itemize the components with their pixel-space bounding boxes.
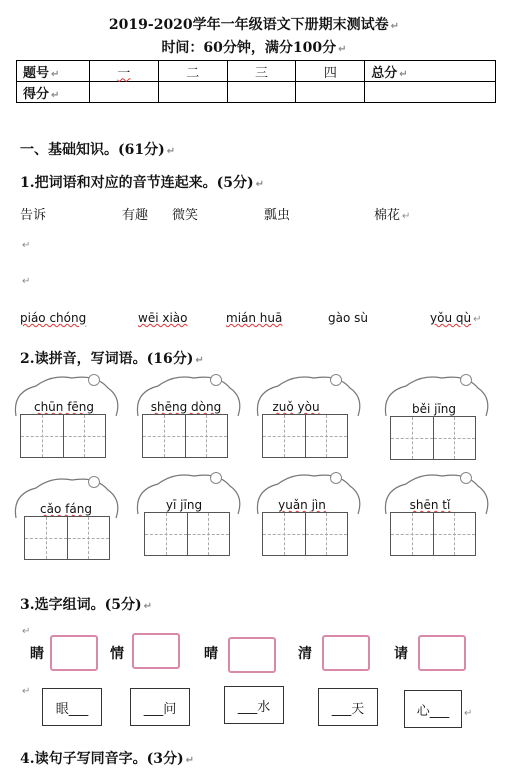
paragraph-mark: ↵ [464,708,473,719]
q2-writing-grid-4[interactable] [390,416,476,460]
q1-word-4: 瓢虫 [264,208,291,223]
score-cell-label: 题号 ↵ [17,61,90,82]
score-cell-total: 总分 ↵ [365,61,496,82]
q2-pinyin-1: chūn fēng [33,400,95,414]
q1-title: 1.把词语和对应的音节连起来。(5分) ↵ [20,175,264,191]
q2-writing-grid-1[interactable] [20,414,106,458]
q3-answer-5[interactable]: 心___ [404,690,462,728]
page-title: 2019-2020学年一年级语文下册期末测试卷 ↵ [108,17,400,33]
score-cell-4: 四 [296,61,365,82]
q2-writing-grid-5[interactable] [24,516,110,560]
q4-title: 4.读句子写同音字。(3分) ↵ [20,751,194,767]
q3-pick-box-2[interactable] [132,633,180,669]
q3-char-1: 睛 [30,646,44,662]
q3-pick-box-3[interactable] [228,637,276,673]
score-table-header-row [17,61,496,82]
q3-answer-1[interactable]: 眼___ [42,688,102,726]
q1-word-1: 告诉 [20,208,47,223]
q2-writing-grid-3[interactable] [262,414,348,458]
q3-char-3: 晴 [204,646,218,662]
q1-word-3: 微笑 [172,208,199,223]
q2-writing-grid-2[interactable] [142,414,228,458]
flower-icon [330,472,342,484]
q3-answer-4[interactable]: ___天 [318,688,378,726]
q2-pinyin-2: shēng dòng [150,400,222,414]
score-table-score-row [17,82,496,103]
score-input-2[interactable] [158,82,227,103]
score-cell-2: 二 [158,61,227,82]
score-table [16,60,496,103]
q3-char-2: 情 [110,646,124,662]
q3-pick-box-5[interactable] [418,635,466,671]
flower-icon [460,374,472,386]
q3-title: 3.选字组词。(5分) ↵ [20,597,152,613]
page-subtitle: 时间：60分钟，满分100分 ↵ [161,40,347,56]
section1-heading: 一、基础知识。(61分) ↵ [20,142,176,158]
flower-icon [88,476,100,488]
q1-word-2: 有趣 [122,208,149,223]
q2-pinyin-7: yuǎn jìn [278,498,326,512]
q2-pinyin-6: yī jīng [165,498,203,512]
q2-writing-grid-6[interactable] [144,512,230,556]
q1-pinyin-5: yǒu qù ↵ [430,311,482,325]
q2-pinyin-5: cǎo fáng [40,502,92,516]
paragraph-mark: ↵ [22,626,31,637]
q1-pinyin-2: wēi xiào [138,311,188,325]
q3-answer-3[interactable]: ___水 [224,686,284,724]
score-input-4[interactable] [296,82,365,103]
q3-pick-box-1[interactable] [50,635,98,671]
q2-pinyin-3: zuǒ yòu [272,400,320,414]
score-input-1[interactable] [90,82,159,103]
score-input-total[interactable] [365,82,496,103]
q2-writing-grid-7[interactable] [262,512,348,556]
q1-pinyin-1: piáo chóng [20,311,87,325]
q2-pinyin-8: shēn tǐ [409,498,451,512]
q3-char-5: 请 [394,646,408,662]
q3-pick-box-4[interactable] [322,635,370,671]
q3-answer-2[interactable]: ___问 [130,688,190,726]
q3-char-4: 清 [298,646,312,662]
q1-pinyin-3: mián huā [226,311,283,325]
paragraph-mark: ↵ [22,240,31,251]
paragraph-mark: ↵ [22,686,31,697]
score-cell-1: 一 [90,61,159,82]
q1-word-5: 棉花 ↵ [374,208,411,223]
flower-icon [330,374,342,386]
score-cell-3: 三 [227,61,296,82]
flower-icon [210,472,222,484]
flower-icon [210,374,222,386]
q2-writing-grid-8[interactable] [390,512,476,556]
q2-title: 2.读拼音，写词语。(16分) ↵ [20,351,204,367]
paragraph-mark: ↵ [22,276,31,287]
score-input-3[interactable] [227,82,296,103]
score-row-label: 得分 ↵ [17,82,90,103]
q1-pinyin-4: gào sù [328,311,368,325]
q2-pinyin-4: běi jīng [411,402,457,416]
flower-icon [460,472,472,484]
flower-icon [88,374,100,386]
